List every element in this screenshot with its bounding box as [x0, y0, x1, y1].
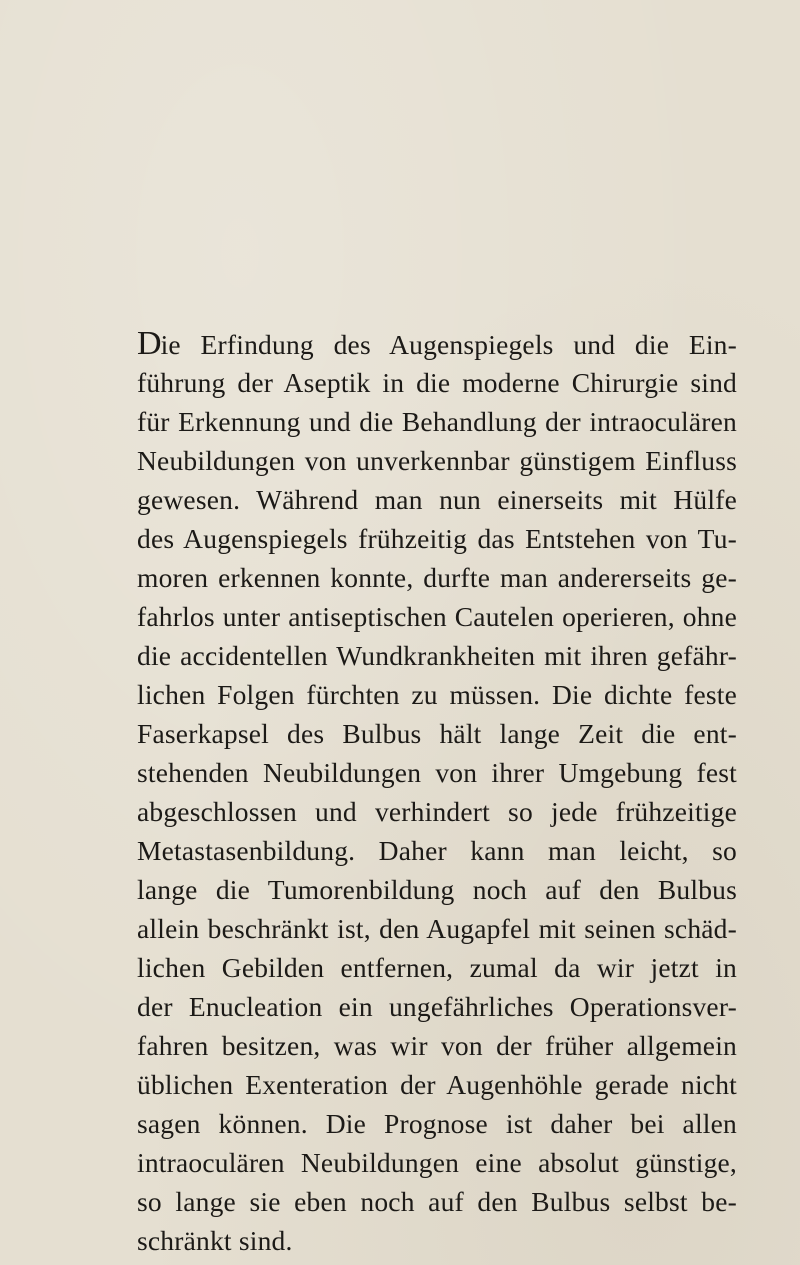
text-line-7: moren erkennen konnte, durfte man andererseits ge- — [137, 562, 737, 593]
text-line-24: schränkt sind. — [137, 1225, 293, 1256]
text-line-17: lichen Gebilden entfernen, zumal da wir jetzt in — [137, 952, 737, 983]
text-line-1 — [137, 324, 737, 363]
text-line-4: Neubildungen von unverkennbar günstigem Einfluss — [137, 445, 737, 476]
text-line-6: des Augenspiegels frühzeitig das Entstehen von Tu- — [137, 523, 737, 554]
text-line-1-rest: ie Erfindung des Augenspiegels und die Ein- — [160, 329, 737, 360]
text-line-5: gewesen. Während man nun einerseits mit Hülfe — [137, 484, 737, 515]
text-line-11: Faserkapsel des Bulbus hält lange Zeit die ent- — [137, 718, 737, 749]
text-line-20: üblichen Exenteration der Augenhöhle gerade nicht — [137, 1069, 737, 1100]
text-line-23: so lange sie eben noch auf den Bulbus selbst be- — [137, 1186, 737, 1217]
text-line-13: abgeschlossen und verhindert so jede frühzeitige — [137, 796, 737, 827]
text-line-12: stehenden Neubildungen von ihrer Umgebung fest — [137, 757, 737, 788]
text-line-21: sagen können. Die Prognose ist daher bei allen — [137, 1108, 737, 1139]
text-line-22: intraoculären Neubildungen eine absolut günstige, — [137, 1147, 737, 1178]
text-line-10: lichen Folgen fürchten zu müssen. Die dichte feste — [137, 679, 737, 710]
text-line-16: allein beschränkt ist, den Augapfel mit seinen schäd- — [137, 913, 737, 944]
text-line-18: der Enucleation ein ungefährliches Operationsver- — [137, 991, 737, 1022]
text-line-9: die accidentellen Wundkrankheiten mit ihren gefähr- — [137, 640, 737, 671]
text-line-3: für Erkennung und die Behandlung der intraoculären — [137, 406, 737, 437]
text-line-19: fahren besitzen, was wir von der früher allgemein — [137, 1030, 737, 1061]
text-line-8: fahrlos unter antiseptischen Cautelen operieren, ohne — [137, 601, 737, 632]
text-line-2: führung der Aseptik in die moderne Chirurgie sind — [137, 367, 737, 398]
text-line-15: lange die Tumorenbildung noch auf den Bulbus — [137, 874, 737, 905]
initial-letter: D — [137, 325, 161, 362]
body-paragraph — [137, 324, 737, 1260]
text-line-14: Metastasenbildung. Daher kann man leicht, so — [137, 835, 737, 866]
